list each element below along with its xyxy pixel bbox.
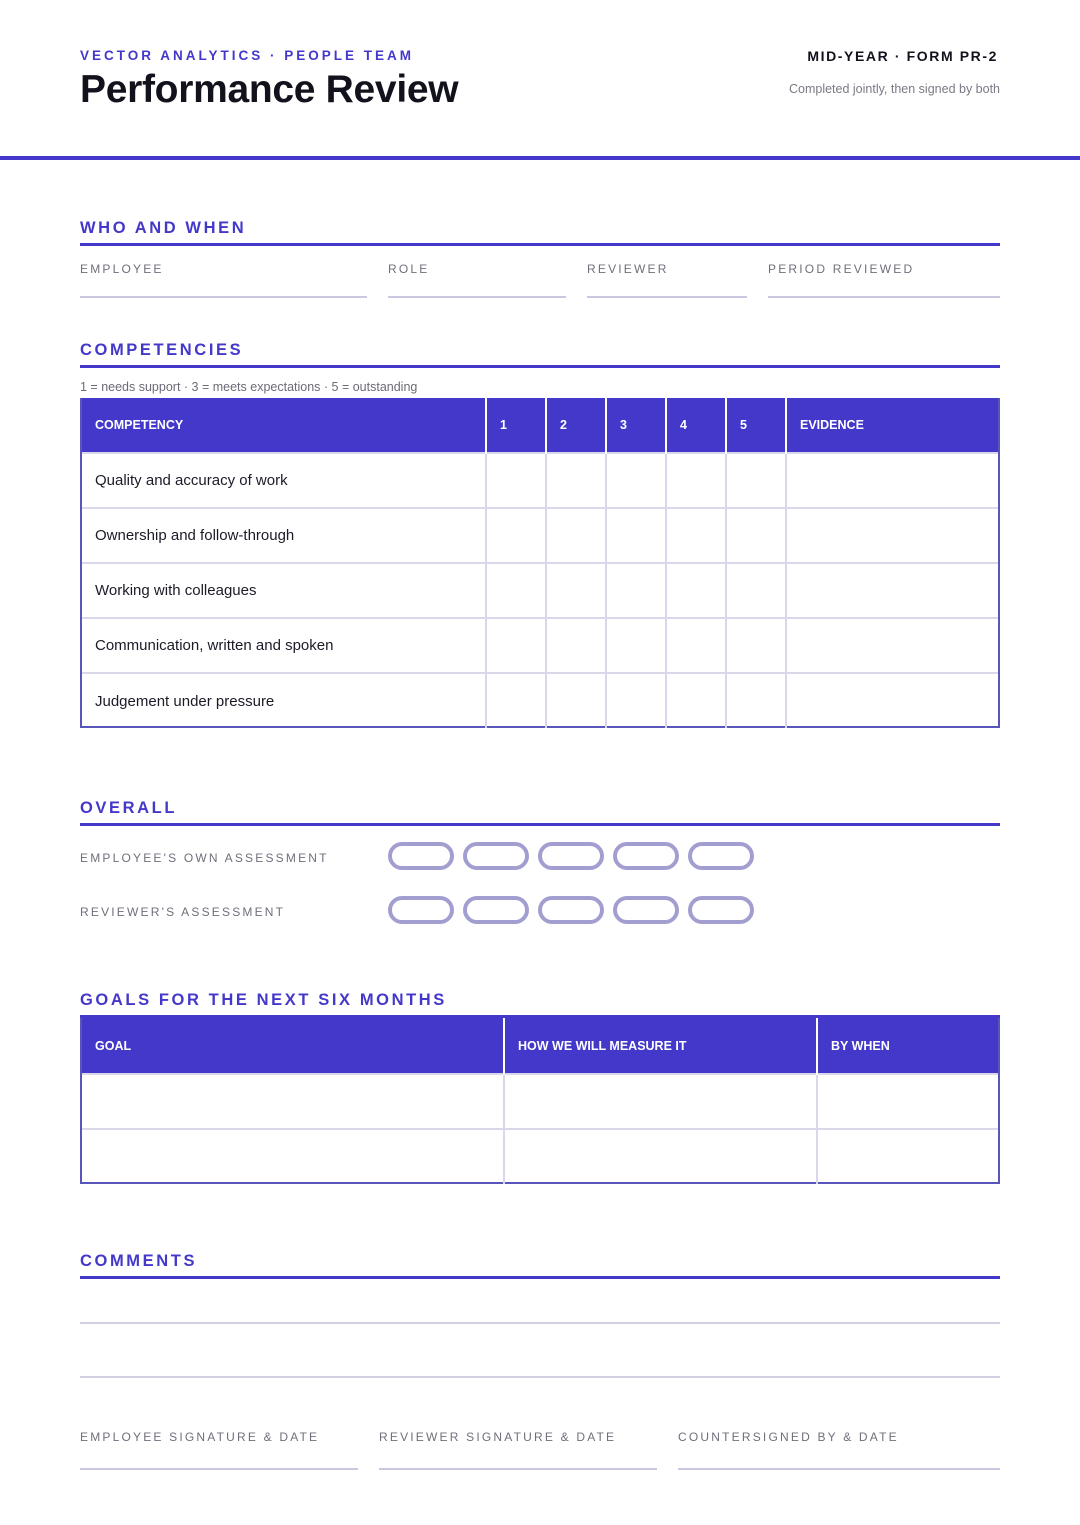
competency-name: Ownership and follow-through: [82, 508, 486, 563]
rating-cell[interactable]: [546, 508, 606, 563]
rating-cell[interactable]: [666, 508, 726, 563]
rating-cell[interactable]: [726, 508, 786, 563]
assessment-label: EMPLOYEE'S OWN ASSESSMENT: [80, 851, 329, 865]
column-header: 5: [726, 398, 786, 453]
by-when-cell[interactable]: [817, 1129, 998, 1184]
field-label: PERIOD REVIEWED: [768, 262, 915, 276]
rating-pill[interactable]: [463, 896, 529, 924]
evidence-cell[interactable]: [786, 673, 998, 728]
competency-name: Quality and accuracy of work: [82, 453, 486, 508]
rating-cell[interactable]: [666, 618, 726, 673]
reviewer-assessment-row: [80, 892, 1000, 932]
competency-name: Working with colleagues: [82, 563, 486, 618]
rating-cell[interactable]: [666, 563, 726, 618]
rating-cell[interactable]: [606, 673, 666, 728]
table-row: [82, 1074, 998, 1129]
rating-cell[interactable]: [726, 618, 786, 673]
countersigned-field[interactable]: [678, 1430, 1000, 1470]
rating-cell[interactable]: [726, 673, 786, 728]
table-row: [82, 1129, 998, 1184]
goal-cell[interactable]: [82, 1129, 504, 1184]
rating-scale-note: 1 = needs support · 3 = meets expectations · 5 = outstanding: [80, 380, 418, 394]
evidence-cell[interactable]: [786, 618, 998, 673]
column-header: 3: [606, 398, 666, 453]
section-goals: [80, 992, 1000, 1018]
employee-signature-field[interactable]: [80, 1430, 358, 1470]
rating-cell[interactable]: [606, 453, 666, 508]
rating-cell[interactable]: [606, 563, 666, 618]
section-heading: OVERALL: [80, 799, 178, 817]
rating-pill[interactable]: [613, 896, 679, 924]
evidence-cell[interactable]: [786, 508, 998, 563]
column-header: 1: [486, 398, 546, 453]
field-label: REVIEWER SIGNATURE & DATE: [379, 1430, 617, 1444]
column-header: COMPETENCY: [82, 398, 486, 453]
rating-cell[interactable]: [546, 618, 606, 673]
rating-cell[interactable]: [606, 508, 666, 563]
table-row: [82, 508, 998, 563]
column-header: GOAL: [82, 1018, 504, 1074]
rating-pill[interactable]: [463, 842, 529, 870]
measure-cell[interactable]: [504, 1129, 817, 1184]
column-header: 4: [666, 398, 726, 453]
table-row: [82, 563, 998, 618]
comment-line[interactable]: [80, 1322, 1000, 1324]
column-header: HOW WE WILL MEASURE IT: [504, 1018, 817, 1074]
reviewer-signature-field[interactable]: [379, 1430, 657, 1470]
goals-table-frame: [80, 1018, 1000, 1184]
table-row: [82, 618, 998, 673]
rating-pill[interactable]: [688, 896, 754, 924]
rating-cell[interactable]: [666, 453, 726, 508]
goal-cell[interactable]: [82, 1074, 504, 1129]
competencies-table: [82, 398, 998, 728]
field-label: ROLE: [388, 262, 430, 276]
evidence-cell[interactable]: [786, 453, 998, 508]
period-reviewed-field[interactable]: [768, 262, 1000, 298]
section-overall: [80, 800, 1000, 826]
rating-cell[interactable]: [486, 563, 546, 618]
rating-cell[interactable]: [726, 563, 786, 618]
rating-cell[interactable]: [486, 453, 546, 508]
section-competencies: [80, 342, 1000, 368]
competency-name: Communication, written and spoken: [82, 618, 486, 673]
section-heading: GOALS FOR THE NEXT SIX MONTHS: [80, 991, 447, 1009]
field-label: EMPLOYEE SIGNATURE & DATE: [80, 1430, 320, 1444]
assessment-label: REVIEWER'S ASSESSMENT: [80, 905, 286, 919]
form-id: MID-YEAR · FORM PR-2: [807, 48, 998, 64]
section-who-when: [80, 220, 1000, 246]
rating-pills: [388, 842, 763, 875]
section-comments: [80, 1253, 1000, 1279]
section-heading: COMPETENCIES: [80, 341, 244, 359]
employee-field[interactable]: [80, 262, 367, 298]
page-header: [0, 0, 1080, 160]
competency-name: Judgement under pressure: [82, 673, 486, 728]
column-header: 2: [546, 398, 606, 453]
goals-table: [82, 1018, 998, 1184]
evidence-cell[interactable]: [786, 563, 998, 618]
rating-pills: [388, 896, 763, 929]
table-row: [82, 453, 998, 508]
rating-cell[interactable]: [486, 673, 546, 728]
rating-cell[interactable]: [546, 563, 606, 618]
table-header-row: [82, 1018, 998, 1074]
employee-assessment-row: [80, 838, 1000, 878]
measure-cell[interactable]: [504, 1074, 817, 1129]
section-heading: COMMENTS: [80, 1252, 198, 1270]
form-note: Completed jointly, then signed by both: [788, 82, 1000, 96]
competencies-table-frame: [80, 398, 1000, 728]
table-row: [82, 673, 998, 728]
table-header-row: [82, 398, 998, 453]
rating-cell[interactable]: [546, 673, 606, 728]
rating-cell[interactable]: [726, 453, 786, 508]
by-when-cell[interactable]: [817, 1074, 998, 1129]
field-label: EMPLOYEE: [80, 262, 164, 276]
section-heading: WHO AND WHEN: [80, 219, 247, 237]
role-field[interactable]: [388, 262, 566, 298]
comment-line[interactable]: [80, 1376, 1000, 1378]
field-label: REVIEWER: [587, 262, 669, 276]
reviewer-field[interactable]: [587, 262, 747, 298]
rating-cell[interactable]: [606, 618, 666, 673]
rating-cell[interactable]: [546, 453, 606, 508]
rating-cell[interactable]: [666, 673, 726, 728]
column-header: EVIDENCE: [786, 398, 998, 453]
rating-pill[interactable]: [688, 842, 754, 870]
column-header: BY WHEN: [817, 1018, 998, 1074]
rating-pill[interactable]: [538, 842, 604, 870]
rating-pill[interactable]: [388, 896, 454, 924]
field-label: COUNTERSIGNED BY & DATE: [678, 1430, 899, 1444]
rating-cell[interactable]: [486, 618, 546, 673]
page-title: Performance Review: [80, 68, 459, 111]
rating-pill[interactable]: [388, 842, 454, 870]
brand-label: VECTOR ANALYTICS · PEOPLE TEAM: [80, 48, 415, 63]
rating-pill[interactable]: [538, 896, 604, 924]
rating-cell[interactable]: [486, 508, 546, 563]
rating-pill[interactable]: [613, 842, 679, 870]
